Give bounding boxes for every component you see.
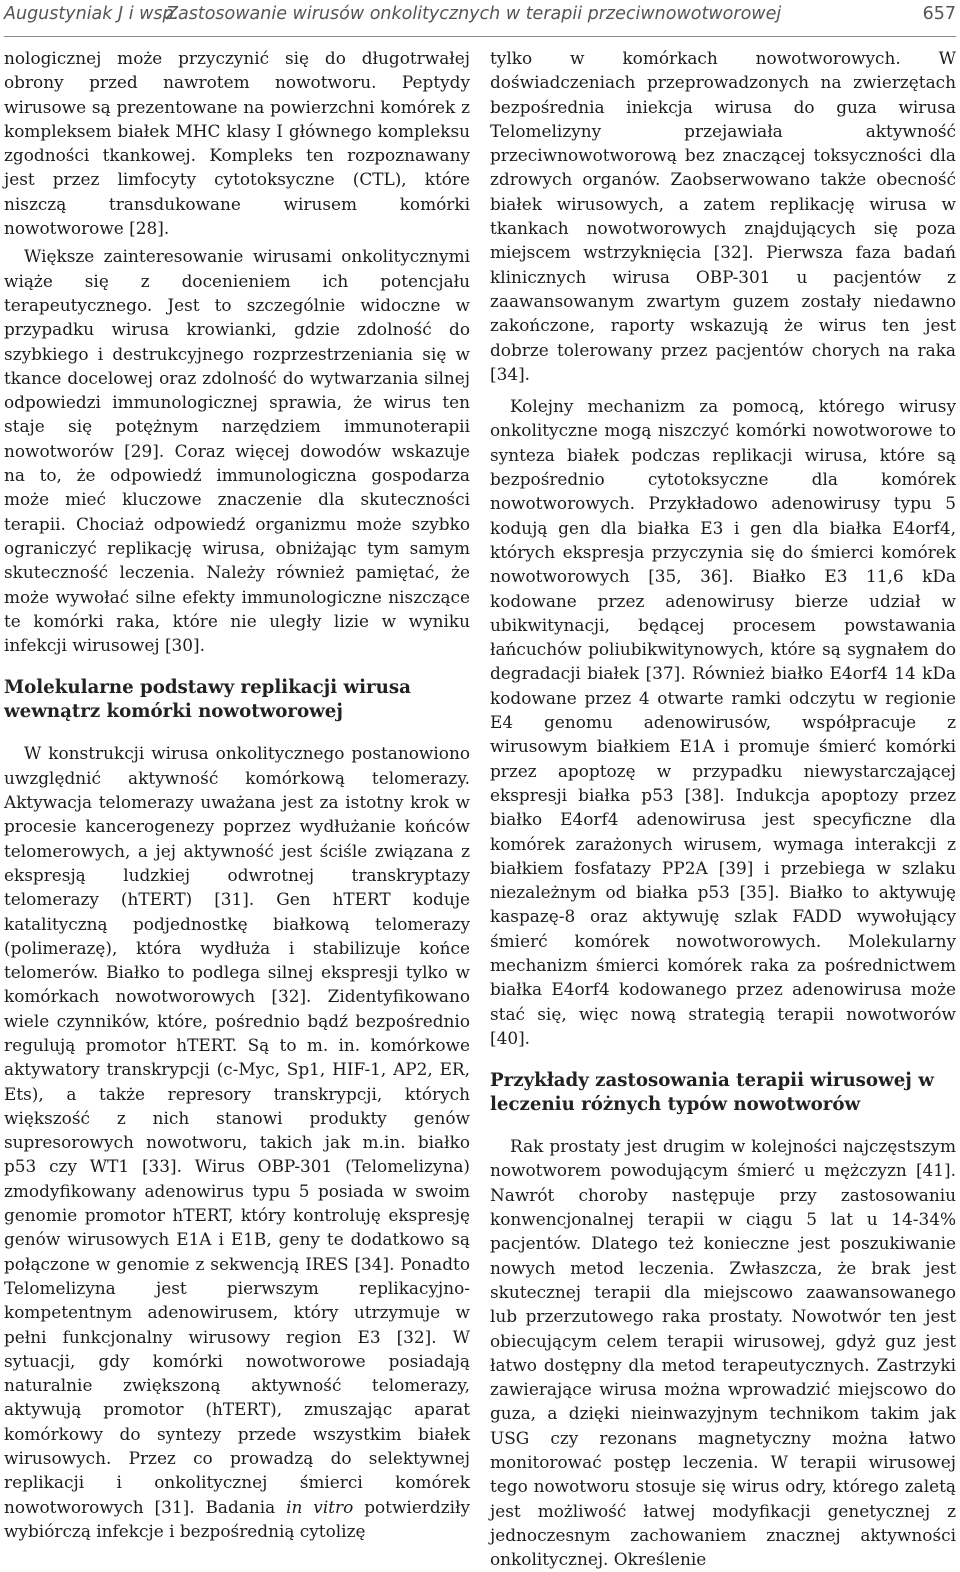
section-heading: Przykłady zastosowania terapii wirusowej w leczeniu różnych typów nowotworów xyxy=(490,1070,934,1116)
paragraph: Większe zainteresowanie wirusami onkolitycznymi wiąże się z docenieniem ich potencjału terapeutycznego. Jest to szczególnie widoczne w przypadku wirusa krowianki, gdzie zdolność do szybkiego i destrukcyjnego rozprzestrzeniania się w tkance docelowej oraz zdolność do wytwarzania silnej odpowiedzi immunologicznej sprawia, że wirus ten staje się potężnym narzędziem immunoterapii nowotworów [29]. Coraz więcej dowodów wskazuje na to, że odpowiedź immunologiczna gospodarza może mieć kluczowe znaczenie dla skuteczności terapii. Chociaż odpowiedź organizmu może szybko ograniczyć replikację wirusa, obniżając tym samym skuteczność leczenia. Należy również pamiętać, że może wywołać silne efekty immunologiczne niszczące te komórki raka, które nie uległy lizie w wyniku infekcji wirusowej [30]. xyxy=(4,246,470,656)
paragraph: tylko w komórkach nowotworowych. W doświadczeniach przeprowadzonych na zwierzętach bezpośrednia iniekcja wirusa do guza wirusa Telomelizyny przejawiała aktywność przeciwnowotworową bez znaczącej toksyczności dla zdrowych organów. Zaobserwowano także obecność białek wirusowych, a zatem replikację wirusa w tkankach nowotworowych znajdujących się poza miejscem wstrzyknięcia [32]. Pierwsza faza badań klinicznych wirusa OBP-301 u pacjentów z zaawansowanym zwartym guzem zostały niedawno zakończone, raporty wskazują że wirus ten jest dobrze tolerowany przez pacjentów chorych na raka [34]. xyxy=(490,48,956,384)
italic-term: in vitro xyxy=(286,1496,354,1517)
paragraph: nologicznej może przyczynić się do długotrwałej obrony przed nawrotem nowotworu. Peptydy wirusowe są prezentowane na powierzchni komórek z kompleksem białek MHC klasy I głównego kompleksu zgodności tkankowej. Kompleks ten rozpoznawany jest przez limfocyty cytotoksyczne (CTL), które niszczą transdukowane wirusem komórki nowotworowe [28]. xyxy=(4,48,470,239)
paragraph-text: W konstrukcji wirusa onkolitycznego postanowiono uwzględnić aktywność komórkową telomerazy. Aktywacja telomerazy uważana jest za istotny krok w procesie kancerogenezy poprzez wydłużanie końców telomerowych, a jej aktywność jest ściśle związana z ekspresją ludzkiej odwrotnej transkryptazy telomerazy (hTERT) [31]. Gen hTERT koduje katalityczną podjednostkę białkową telomerazy (polimerazę), która wydłuża i stabilizuje końce telomerów. Białko to podlega silnej ekspresji tylko w komórkach nowotworowych [32]. Zidentyfikowano wiele czynników, które, pośrednio bądź bezpośrednio regulują promotor hTERT. Są to m. in. komórkowe aktywatory transkrypcji (c-Myc, Sp1, HIF-1, AP2, ER, Ets), a także represory transkrypcji, których większość z nich stanowi produkty genów supresorowych nowotworu, takich jak m.in. białko p53 czy WT1 [33]. Wirus OBP-301 (Telomelizyna) zmodyfikowany adenowirus typu 5 posiada w swoim genomie promotor hTERT, który kontroluję ekspresję genów wirusowych E1A i E1B, geny te dodatkowo są połączone w genomie z sekwencją IRES [34]. Ponadto Telomelizyna jest pierwszym replikacyjno-kompetentnym adenowirusem, który utrzymuje w pełni funkcjonalny wirusowy region E3 [32]. W sytuacji, gdy komórki nowotworowe posiadają naturalnie zwiększoną aktywność telomerazy, aktywują promotor (hTERT), zmuszając aparat komórkowy do syntezy przede wszystkim białek wirusowych. Przez co prowadzą do selektywnej replikacji i onkolitycznej śmierci komórek nowotworowych [31]. Badania xyxy=(4,743,470,1517)
section-heading: Molekularne podstawy replikacji wirusa wewnątrz komórki nowotworowej xyxy=(4,677,411,723)
paragraph: Rak prostaty jest drugim w kolejności najczęstszym nowotworem powodującym śmierć u mężczyzn [41]. Nawrót choroby następuje przy zastosowaniu konwencjonalnej terapii w ciągu 5 lat u 14-34% pacjentów. Dlatego też konieczne jest poszukiwanie nowych metod leczenia. Zwłaszcza, że brak jest skutecznej terapii dla miejscowo zaawansowanego lub przerzutowego raka prostaty. Nowotwór ten jest obiecującym celem terapii wirusowej, gdyż guz jest łatwo dostępny dla metod terapeutycznych. Zastrzyki zawierające wirusa można wprowadzić miejscowo do guza, a dzięki nieinwazyjnym technikom takim jak USG czy rezonans magnetyczny można łatwo monitorować postęp leczenia. W terapii wirusowej tego nowotworu stosuje się wirus odry, którego zaletą jest możliwość łatwej modyfikacji genetycznej z jednoczesnym zachowaniem znacznej aktywności onkolitycznej. Określenie xyxy=(490,1136,956,1570)
running-header xyxy=(4,0,956,30)
page-number: 657 xyxy=(922,4,956,24)
paragraph xyxy=(4,741,470,1543)
paragraph-text: potwierdziły wybiórczą infekcje i bezpośrednią cytolizę xyxy=(4,1496,471,1541)
left-column xyxy=(4,46,470,1543)
header-article-title: Zastosowanie wirusów onkolitycznych w terapii przeciwnowotworowej xyxy=(166,4,782,24)
header-authors: Augustyniak J i wsp. xyxy=(4,4,180,24)
header-divider xyxy=(4,36,956,37)
paragraph: Kolejny mechanizm za pomocą, którego wirusy onkolityczne mogą niszczyć komórki nowotworowe to synteza białek podczas replikacji wirusa, które są bezpośrednio cytotoksyczne dla komórek nowotworowych. Przykładowo adenowirusy typu 5 kodują gen dla białka E3 i gen dla białka E4orf4, których ekspresja przyczynia się do śmierci komórek nowotworowych [35, 36]. Białko E3 11,6 kDa kodowane przez adenowirusy bierze udział w ubikwitynacji, będącej procesem powstawania łańcuchów poliubikwitynowych, które są sygnałem do degradacji białek [37]. Również białko E4orf4 14 kDa kodowane przez 4 otwarte ramki odczytu w regionie E4 genomu adenowirusów, współpracuje z wirusowym białkiem E1A i promuje śmierć komórki przez apoptozę w przypadku niewystarczającej ekspresji białka p53 [38]. Indukcja apoptozy przez białko E4orf4 adenowirusa jest specyficzne dla komórek zarażonych wirusem, wymaga interakcji z białkiem fosfatazy PP2A [39] i przebiega w szlaku niezależnym od białka p53 [35]. Białko to aktywuję kaspazę-8 oraz aktywuję szlak FADD wywołujący śmierć komórek nowotworowych. Molekularny mechanizm śmierci komórek raka za pośrednictwem białka E4orf4 kodowanego przez adenowirusa może stać się, więc nową strategią terapii nowotworów [40]. xyxy=(490,396,956,1048)
right-column xyxy=(490,46,956,1572)
